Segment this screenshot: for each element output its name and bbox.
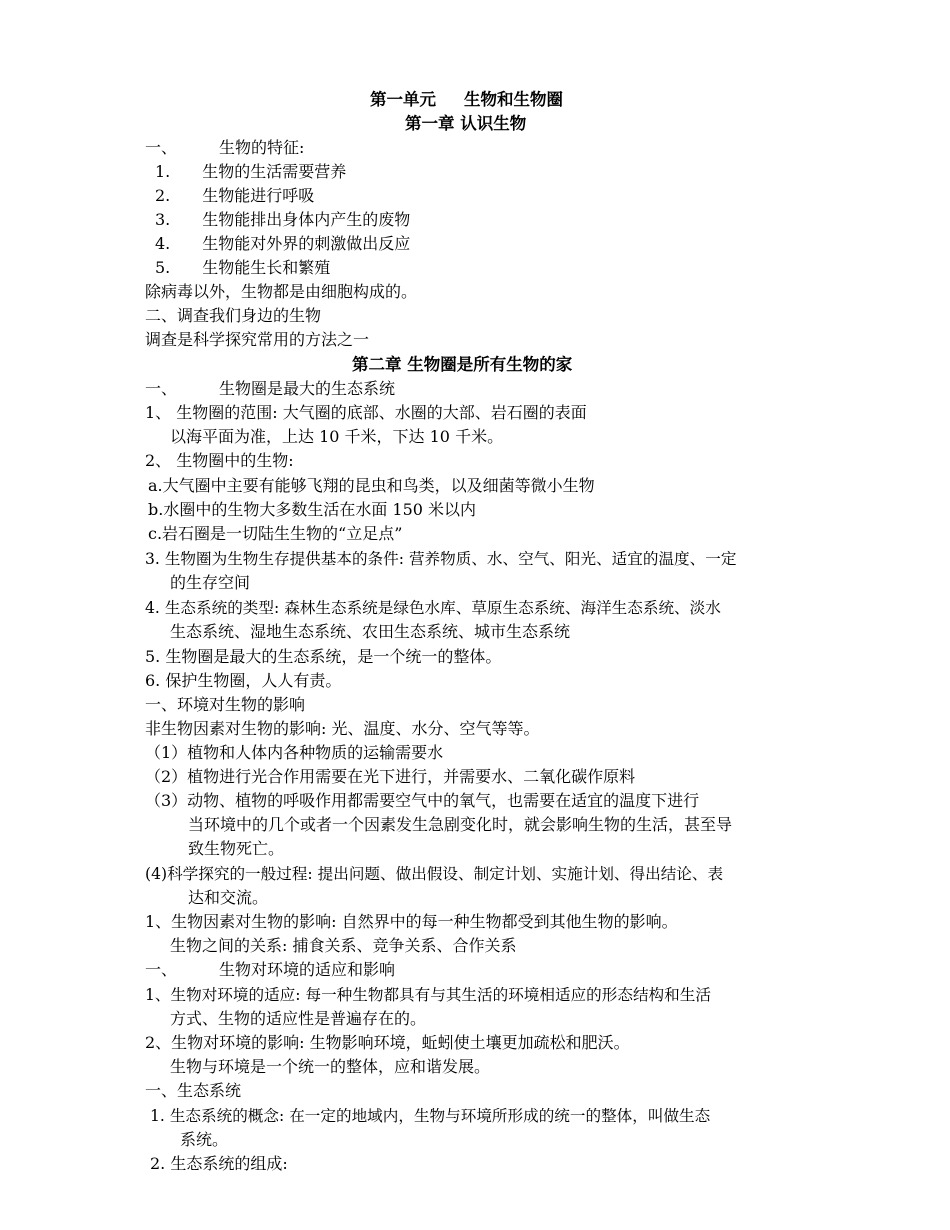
factor-item: （1）植物和人体内各种物质的运输需要水: [145, 743, 444, 762]
unit-title-name: 生物和生物圈: [464, 90, 563, 109]
feature-item: [155, 162, 346, 182]
inquiry-process-cont: 达和交流。: [188, 888, 269, 907]
influence-line: 2、生物对环境的影响: 生物影响环境，蚯蚓使土壤更加疏松和肥沃。: [145, 1033, 630, 1052]
section1-heading-text: 生物的特征:: [219, 138, 305, 157]
factor-item: （3）动物、植物的呼吸作用都需要空气中的氧气，也需要在适宜的温度下进行: [145, 791, 700, 810]
influence-line-cont: 生物与环境是一个统一的整体，应和谐发展。: [170, 1057, 491, 1076]
adaptation-line-cont: 方式、生物的适应性是普遍存在的。: [170, 1009, 427, 1028]
feature-text: 生物能对外界的刺激做出反应: [202, 234, 411, 253]
survey-note: 调查是科学探究常用的方法之一: [145, 330, 370, 349]
ecosystem-concept-line: 1. 生态系统的概念: 在一定的地域内，生物与环境所形成的统一的整体，叫做生态: [150, 1107, 711, 1125]
feature-item: [155, 258, 330, 278]
organisms-hydrosphere: b.水圈中的生物大多数生活在水面 150 米以内: [148, 500, 477, 519]
section1-heading-number: 一、: [145, 138, 178, 157]
organisms-atmosphere: a.大气圈中主要有能够飞翔的昆虫和鸟类，以及细菌等微小生物: [148, 476, 595, 495]
inquiry-process-line: (4)科学探究的一般过程: 提出问题、做出假设、制定计划、实施计划、得出结论、表: [145, 865, 724, 883]
virus-note: 除病毒以外，生物都是由细胞构成的。: [145, 282, 418, 301]
factor-item: （2）植物进行光合作用需要在光下进行，并需要水、二氧化碳作原料: [145, 767, 636, 786]
abiotic-factors-line: 非生物因素对生物的影响: 光、温度、水分、空气等等。: [145, 719, 540, 738]
conditions-line: 3. 生物圈为生物生存提供基本的条件: 营养物质、水、空气、阳光、适宜的温度、一定: [145, 550, 737, 568]
ecosystem-types-line-cont: 生态系统、湿地生态系统、农田生态系统、城市生态系统: [170, 622, 571, 641]
environment-heading: 一、环境对生物的影响: [145, 695, 306, 714]
feature-item: [155, 210, 410, 230]
heading-number: 一、: [145, 379, 178, 398]
ecosystem-types-line: 4. 生态系统的类型: 森林生态系统是绿色水库、草原生态系统、海洋生态系统、淡水: [145, 599, 721, 617]
organisms-lithosphere: c.岩石圈是一切陆生生物的“立足点”: [148, 524, 403, 543]
ecosystem-concept-cont: 系统。: [180, 1130, 229, 1149]
feature-number: 2.: [155, 186, 171, 205]
ecosystem-composition-line: 2. 生态系统的组成:: [150, 1154, 288, 1173]
factor-item-cont: 当环境中的几个或者一个因素发生急剧变化时，就会影响生物的生活，甚至导: [188, 815, 733, 834]
biotic-factors-line: 1、生物因素对生物的影响: 自然界中的每一种生物都受到其他生物的影响。: [145, 912, 678, 931]
relations-line: 生物之间的关系: 捕食关系、竞争关系、合作关系: [170, 936, 517, 955]
factor-item-cont: 致生物死亡。: [188, 839, 285, 858]
heading-number: 一、: [145, 960, 178, 979]
protect-biosphere-line: 6. 保护生物圈，人人有责。: [145, 671, 342, 690]
chapter1-title: 第一章 认识生物: [405, 114, 527, 133]
feature-text: 生物能进行呼吸: [202, 186, 315, 205]
heading-text: 生物圈是最大的生态系统: [219, 379, 396, 398]
feature-number: 1.: [155, 162, 171, 181]
unit-title: [370, 90, 563, 110]
section2-heading: 二、调查我们身边的生物: [145, 306, 322, 325]
feature-text: 生物的生活需要营养: [202, 162, 347, 181]
feature-item: [155, 186, 314, 206]
conditions-line-cont: 的生存空间: [170, 573, 251, 592]
feature-number: 5.: [155, 258, 171, 277]
feature-item: [155, 234, 410, 254]
largest-ecosystem-line: 5. 生物圈是最大的生态系统，是一个统一的整体。: [145, 647, 502, 666]
ecosystem-heading: 一、生态系统: [145, 1081, 242, 1100]
feature-number: 4.: [155, 234, 171, 253]
biosphere-range-detail: 以海平面为准，上达 10 千米，下达 10 千米。: [170, 427, 504, 446]
feature-text: 生物能排出身体内产生的废物: [202, 210, 411, 229]
adaptation-heading: [145, 960, 395, 980]
chapter2-section1-heading: [145, 379, 395, 399]
section1-heading: [145, 138, 304, 158]
heading-text: 生物对环境的适应和影响: [219, 960, 396, 979]
chapter2-title: 第二章 生物圈是所有生物的家: [352, 355, 573, 374]
adaptation-line: 1、生物对环境的适应: 每一种生物都具有与其生活的环境相适应的形态结构和生活: [145, 986, 711, 1004]
biosphere-organisms-line: 2、 生物圈中的生物:: [145, 451, 294, 470]
biosphere-range-line: 1、 生物圈的范围: 大气圈的底部、水圈的大部、岩石圈的表面: [145, 403, 587, 422]
unit-title-number: 第一单元: [370, 90, 436, 109]
feature-text: 生物能生长和繁殖: [202, 258, 331, 277]
feature-number: 3.: [155, 210, 171, 229]
